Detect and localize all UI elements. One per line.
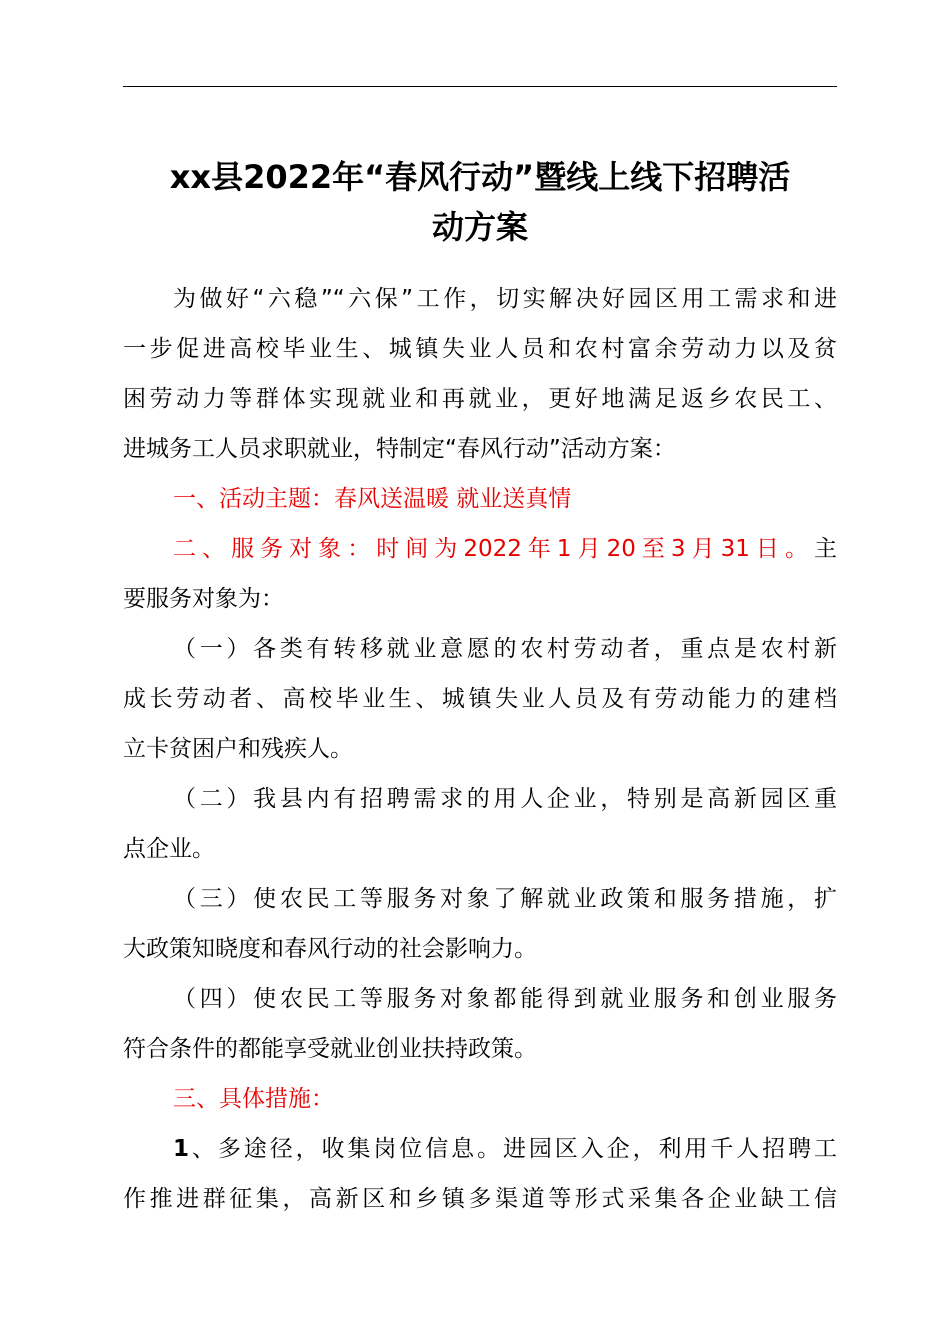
section-1-heading-text: 一、活动主题：春风送温暖 就业送真情	[173, 486, 572, 512]
item-1-paragraph	[123, 624, 837, 774]
section-2-heading-tail: 主	[814, 536, 837, 562]
title-line-2: 动方案	[431, 208, 528, 246]
section-3-heading	[123, 1074, 837, 1124]
item-4-line-1: （四）使农民工等服务对象都能得到就业服务和创业服务	[173, 986, 837, 1012]
intro-line-1: 为做好“六稳”“六保”工作，切实解决好园区用工需求和进	[173, 286, 837, 312]
section-3-heading-text: 三、具体措施：	[173, 1086, 334, 1112]
intro-line-2: 一步促进高校毕业生、城镇失业人员和农村富余劳动力以及贫	[123, 336, 837, 362]
section-1-heading	[123, 474, 837, 524]
measure-1-line-1-text: 、多途径，收集岗位信息。进园区入企，利用千人招聘工	[189, 1136, 837, 1162]
header-rule	[123, 86, 837, 87]
intro-line-4: 进城务工人员求职就业，特制定“春风行动”活动方案：	[123, 436, 676, 462]
item-2-paragraph	[123, 774, 837, 874]
section-2-line-2: 要服务对象为：	[123, 586, 284, 612]
item-1-line-1: （一）各类有转移就业意愿的农村劳动者，重点是农村新	[173, 636, 837, 662]
intro-paragraph	[123, 274, 837, 474]
intro-line-3: 困劳动力等群体实现就业和再就业，更好地满足返乡农民工、	[123, 386, 837, 412]
item-4-paragraph	[123, 974, 837, 1074]
measure-1-number: 1	[173, 1136, 190, 1162]
item-1-line-3: 立卡贫困户和残疾人。	[123, 736, 353, 762]
item-3-paragraph	[123, 874, 837, 974]
measure-1-line-1	[123, 1124, 837, 1174]
item-2-line-1: （二）我县内有招聘需求的用人企业，特别是高新园区重	[173, 786, 837, 812]
measure-1-paragraph	[123, 1124, 837, 1224]
section-2-heading-red: 二、服务对象：时间为2022年1月20至3月31日。	[173, 536, 814, 562]
item-3-line-2: 大政策知晓度和春风行动的社会影响力。	[123, 936, 537, 962]
item-1-line-2: 成长劳动者、高校毕业生、城镇失业人员及有劳动能力的建档	[123, 686, 837, 712]
section-2-paragraph	[123, 524, 837, 624]
section-2-line-1	[123, 524, 837, 574]
item-4-line-2: 符合条件的都能享受就业创业扶持政策。	[123, 1036, 537, 1062]
item-3-line-1: （三）使农民工等服务对象了解就业政策和服务措施，扩	[173, 886, 837, 912]
title-line-1: xx县2022年“春风行动”暨线上线下招聘活	[169, 158, 791, 196]
measure-1-line-2: 作推进群征集，高新区和乡镇多渠道等形式采集各企业缺工信	[123, 1186, 837, 1212]
item-2-line-2: 点企业。	[123, 836, 215, 862]
document-title	[123, 152, 837, 252]
